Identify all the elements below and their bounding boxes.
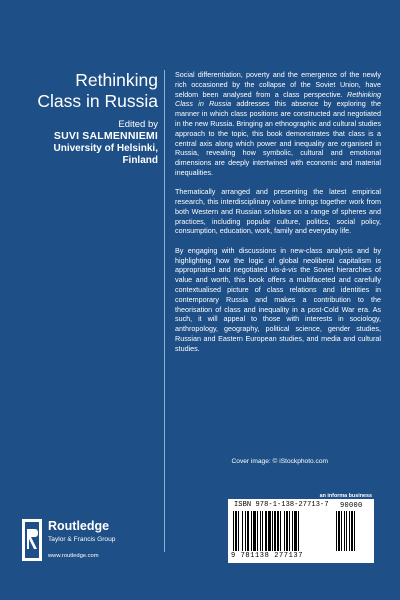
price-barcode-icon xyxy=(336,511,368,551)
cover-image-credit: Cover image: © iStockphoto.com xyxy=(231,458,328,465)
barcode-block xyxy=(228,499,374,563)
informa-tagline: an informa business xyxy=(319,493,372,499)
blurb-p1-text-a: Social differentiation, poverty and the emergence of the newly rich occasioned by the collapse of the Soviet Union, have seldom been analysed from a class perspective. xyxy=(175,70,381,99)
blurb-paragraph-3 xyxy=(175,246,381,354)
blurb-p1-italic-title: Rethinking Class in Russia xyxy=(175,89,381,109)
editor-affiliation-line-1: University of Helsinki, xyxy=(53,143,158,154)
editor-affiliation-line-2: Finland xyxy=(122,155,158,166)
blurb-p3-text-b: the Soviet hierarchies of value and worth, this book offers a multifaceted and carefully contextualised picture of class relations and identities in contemporary Russia and makes a contribution to the theorisation of class and inequality in a post-Cold War era. As such, it will appeal to those with interests in sociology, anthropology, geography, political science, gender studies, Russian and Eastern European studies, and media and cultural studies. xyxy=(175,265,381,353)
title-line-1: Rethinking xyxy=(75,70,158,90)
blurb-p3-text-a: By engaging with discussions in new-class analysis and by highlighting how the logic of global neoliberal capitalism is appropriated and negotiated xyxy=(175,245,381,275)
publisher-group: Taylor & Francis Group xyxy=(48,536,116,543)
publisher-url[interactable]: www.routledge.com xyxy=(48,553,99,559)
blurb-p1-text-b: addresses this absence by exploring the manner in which class positions are constructed and negotiated in the new Russia. Bringing an ethnographic and cultural studies approach to the topic, this book demonstrates that class is a central axis along which power and inequality are organised in Russia, revealing how symbolic, cultural and emotional dimensions are deeply intertwined with economic and material inequalities. xyxy=(175,99,381,177)
book-title xyxy=(0,70,158,112)
barcode-digits: 9 781138 277137 xyxy=(231,552,304,560)
blurb-paragraph-2: Thematically arranged and presenting the latest empirical research, this interdisciplinary volume brings together work from both Western and Russian scholars on a range of spheres and practices, including popular culture, politics, social policy, consumption, education, work, family and everyday life. xyxy=(175,187,381,236)
barcode-icon xyxy=(233,511,333,551)
blurb-p3-italic: vis-à-vis xyxy=(270,265,297,275)
blurb-paragraph-1 xyxy=(175,70,381,178)
title-line-2: Class in Russia xyxy=(37,91,158,111)
routledge-logo-icon xyxy=(22,519,42,561)
divider-rule xyxy=(164,70,165,552)
isbn-text: ISBN 978-1-138-27713-7 xyxy=(234,501,329,509)
price-code: 90000 xyxy=(340,502,363,510)
editor-name: SUVI SALMENNIEMI xyxy=(53,130,158,142)
blurb xyxy=(175,70,381,363)
edited-by-label: Edited by xyxy=(118,119,158,130)
publisher-name: Routledge xyxy=(48,519,110,533)
title-block xyxy=(0,70,158,167)
